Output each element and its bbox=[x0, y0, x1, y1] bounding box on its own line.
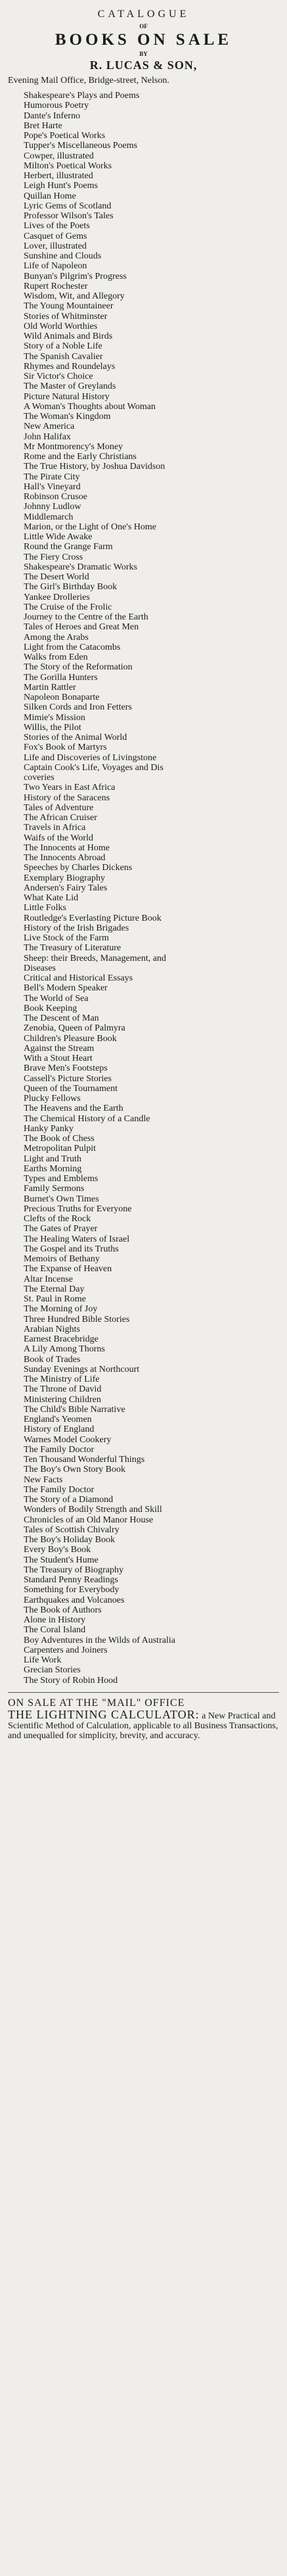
book-title: Chronicles of an Old Manor House bbox=[24, 1515, 154, 1525]
book-title: History of England bbox=[24, 1424, 95, 1435]
book-title: Ten Thousand Wonderful Things bbox=[24, 1455, 145, 1465]
book-title: Robinson Crusoe bbox=[24, 492, 87, 502]
book-title: Little Wide Awake bbox=[24, 532, 93, 542]
book-title: Metropolitan Pulpit bbox=[24, 1144, 97, 1154]
book-title: Types and Emblems bbox=[24, 1174, 99, 1184]
book-title: The Pirate City bbox=[24, 472, 80, 482]
ad-heading: ON SALE AT THE "MAIL" OFFICE bbox=[8, 1697, 185, 1709]
book-title: Queen of the Tournament bbox=[24, 1083, 118, 1094]
book-title: Bell's Modern Speaker bbox=[24, 983, 108, 994]
book-title: Captain Cook's Life, Voyages and Dis bbox=[24, 762, 164, 773]
book-title: The Family Doctor bbox=[24, 1444, 95, 1455]
book-list bbox=[8, 91, 279, 1686]
book-title: The Eternal Day bbox=[24, 1284, 85, 1294]
book-title: Mimie's Mission bbox=[24, 712, 85, 723]
book-title: The Descent of Man bbox=[24, 1013, 99, 1023]
book-title: Three Hundred Bible Stories bbox=[24, 1314, 130, 1324]
book-title: The Heavens and the Earth bbox=[24, 1104, 123, 1114]
book-title: The Spanish Cavalier bbox=[24, 351, 103, 362]
book-title: John Halifax bbox=[24, 431, 71, 442]
book-title: The Throne of David bbox=[24, 1384, 102, 1395]
book-title: Wisdom, Wit, and Allegory bbox=[24, 291, 125, 301]
book-title: Mr Montmorency's Money bbox=[24, 441, 123, 452]
book-title: The Story of Robin Hood bbox=[24, 1675, 118, 1686]
book-title: Arabian Nights bbox=[24, 1324, 80, 1334]
book-title: Herbert, illustrated bbox=[24, 171, 93, 181]
book-title: The Child's Bible Narrative bbox=[24, 1404, 125, 1415]
book-title: The Story of the Reformation bbox=[24, 662, 133, 673]
book-title: Tales of Heroes and Great Men bbox=[24, 622, 139, 633]
book-title: Johnny Ludlow bbox=[24, 502, 81, 512]
book-title: Wonders of Bodily Strength and Skill bbox=[24, 1505, 162, 1515]
book-title: Waifs of the World bbox=[24, 833, 93, 843]
book-title: The Student's Hume bbox=[24, 1555, 99, 1565]
book-title: Earths Morning bbox=[24, 1163, 82, 1174]
book-title: Little Folks bbox=[24, 903, 66, 913]
book-title: Carpenters and Joiners bbox=[24, 1645, 108, 1655]
book-title: The Ministry of Life bbox=[24, 1374, 100, 1384]
book-title: Leigh Hunt's Poems bbox=[24, 181, 98, 191]
book-title: Boy Adventures in the Wilds of Australia bbox=[24, 1635, 175, 1645]
book-title: Rhymes and Roundelays bbox=[24, 361, 116, 372]
book-title: Alone in History bbox=[24, 1615, 86, 1625]
by-label: BY bbox=[139, 51, 148, 57]
book-title: The Woman's Kingdom bbox=[24, 412, 111, 422]
book-title: The True History, by Joshua Davidson bbox=[24, 462, 166, 472]
book-title: The Book of Chess bbox=[24, 1134, 95, 1144]
book-title: Pope's Poetical Works bbox=[24, 131, 106, 141]
book-title: coveries bbox=[24, 773, 55, 783]
book-title: The Morning of Joy bbox=[24, 1304, 98, 1315]
book-title: Story of a Noble Life bbox=[24, 341, 102, 352]
book-title: The World of Sea bbox=[24, 993, 89, 1004]
book-title: Rupert Rochester bbox=[24, 281, 88, 291]
book-title: The Coral Island bbox=[24, 1625, 86, 1636]
book-title: Napoleon Bonaparte bbox=[24, 693, 100, 702]
book-title: The Treasury of Biography bbox=[24, 1565, 124, 1575]
book-title: History of the Saracens bbox=[24, 792, 110, 803]
book-title: Speeches by Charles Dickens bbox=[24, 863, 133, 873]
book-title: Lover, illustrated bbox=[24, 241, 87, 251]
book-title: Ministering Children bbox=[24, 1394, 101, 1405]
book-title: The Fiery Cross bbox=[24, 552, 83, 562]
book-title: Sunshine and Clouds bbox=[24, 251, 102, 261]
book-title: Andersen's Fairy Tales bbox=[24, 883, 108, 893]
book-title: Fox's Book of Martyrs bbox=[24, 742, 107, 753]
book-title: Life of Napoleon bbox=[24, 261, 87, 272]
book-title: Stories of Whitminster bbox=[24, 311, 108, 322]
book-title: Marion, or the Light of One's Home bbox=[24, 522, 156, 532]
book-title: Light and Truth bbox=[24, 1154, 81, 1164]
of-label: OF bbox=[139, 23, 148, 30]
book-title: The Chemical History of a Candle bbox=[24, 1113, 150, 1124]
book-title: Book Keeping bbox=[24, 1003, 77, 1013]
book-title: Life and Discoveries of Livingstone bbox=[24, 752, 157, 763]
book-title: Dante's Inferno bbox=[24, 110, 81, 121]
book-title: Zenobia, Queen of Palmyra bbox=[24, 1023, 125, 1034]
book-title: The Gospel and its Truths bbox=[24, 1244, 119, 1254]
book-title: Two Years in East Africa bbox=[24, 783, 116, 793]
book-title: The Innocents Abroad bbox=[24, 853, 106, 863]
book-title: What Kate Lid bbox=[24, 893, 79, 903]
book-title: The Treasury of Literature bbox=[24, 943, 121, 954]
book-title: Every Boy's Book bbox=[24, 1545, 91, 1555]
ad-lead: THE LIGHTNING CALCULATOR: bbox=[8, 1707, 200, 1721]
book-title: Among the Arabs bbox=[24, 632, 89, 643]
divider bbox=[8, 1692, 279, 1693]
book-title: Sunday Evenings at Northcourt bbox=[24, 1364, 140, 1374]
book-title: The Master of Greylands bbox=[24, 381, 116, 392]
book-title: Milton's Poetical Works bbox=[24, 160, 112, 171]
firm-name: R. LUCAS & SON, bbox=[89, 59, 198, 72]
book-title: Lyric Gems of Scotland bbox=[24, 201, 112, 211]
book-title: The Cruise of the Frolic bbox=[24, 602, 112, 612]
book-title: The Young Mountaineer bbox=[24, 301, 114, 312]
book-title: Memoirs of Bethany bbox=[24, 1254, 100, 1264]
book-title: Live Stock of the Farm bbox=[24, 933, 109, 943]
ad-body bbox=[8, 1707, 279, 1741]
book-title: The Family Doctor bbox=[24, 1484, 95, 1495]
book-title: With a Stout Heart bbox=[24, 1054, 93, 1063]
book-title: Walks from Eden bbox=[24, 652, 88, 662]
ad-description: a New Practical and Scientific Method of Calculation, applicable to all Business Transactions, and unequalled for simplicity, brevity, and accuracy. bbox=[8, 1711, 278, 1741]
book-title: Bunyan's Pilgrim's Progress bbox=[24, 271, 127, 281]
book-title: St. Paul in Rome bbox=[24, 1294, 86, 1304]
book-title: Middlemarch bbox=[24, 512, 74, 522]
book-title: Silken Cords and Iron Fetters bbox=[24, 702, 132, 713]
book-title: Willis, the Pilot bbox=[24, 722, 81, 733]
book-title: Tupper's Miscellaneous Poems bbox=[24, 141, 138, 151]
book-title: Martin Rattler bbox=[24, 682, 76, 693]
book-title: Grecian Stories bbox=[24, 1665, 81, 1676]
book-title: Tales of Scottish Chivalry bbox=[24, 1524, 120, 1535]
book-title: The Innocents at Home bbox=[24, 842, 110, 853]
book-title: Standard Penny Readings bbox=[24, 1575, 118, 1585]
book-title: A Lily Among Thorns bbox=[24, 1344, 105, 1355]
book-title: The Expanse of Heaven bbox=[24, 1264, 112, 1275]
books-on-sale-heading: BOOKS ON SALE bbox=[55, 31, 232, 49]
book-title: Travels in Africa bbox=[24, 823, 86, 833]
book-title: Casquet of Gems bbox=[24, 231, 87, 241]
book-title: Stories of the Animal World bbox=[24, 733, 127, 742]
book-title: Old World Worthies bbox=[24, 321, 98, 331]
book-title: The Story of a Diamond bbox=[24, 1495, 114, 1505]
book-title: Quillan Home bbox=[24, 191, 76, 201]
book-title: Exemplary Biography bbox=[24, 873, 106, 883]
book-title: Against the Stream bbox=[24, 1043, 95, 1054]
book-title: Altar Incense bbox=[24, 1274, 74, 1284]
book-title: Burnet's Own Times bbox=[24, 1194, 99, 1204]
book-title: Precious Truths for Everyone bbox=[24, 1203, 132, 1214]
firm-address: Evening Mail Office, Bridge-street, Nelson. bbox=[8, 76, 169, 85]
book-title: Routledge's Everlasting Picture Book bbox=[24, 913, 162, 923]
book-title: Professor Wilson's Tales bbox=[24, 211, 114, 221]
book-title: Sheep: their Breeds, Management, and bbox=[24, 953, 166, 963]
book-title: New Facts bbox=[24, 1474, 63, 1485]
catalogue-heading: CATALOGUE bbox=[97, 9, 190, 20]
book-title: The Gorilla Hunters bbox=[24, 672, 98, 683]
book-title: History of the Irish Brigades bbox=[24, 923, 129, 933]
book-title: Shakespeare's Dramatic Works bbox=[24, 562, 137, 572]
book-title: Rome and the Early Christians bbox=[24, 452, 137, 462]
book-title: Humorous Poetry bbox=[24, 101, 89, 111]
book-title: A Woman's Thoughts about Woman bbox=[24, 401, 156, 412]
book-title: Critical and Historical Essays bbox=[24, 973, 133, 983]
book-title: Hall's Vineyard bbox=[24, 481, 81, 492]
book-title: Book of Trades bbox=[24, 1354, 81, 1365]
book-title: Brave Men's Footsteps bbox=[24, 1063, 108, 1074]
book-title: Sir Victor's Choice bbox=[24, 372, 93, 381]
book-title: Yankee Drolleries bbox=[24, 592, 90, 602]
book-title: Children's Pleasure Book bbox=[24, 1033, 117, 1044]
book-title: Cassell's Picture Stories bbox=[24, 1073, 112, 1084]
book-title: Wild Animals and Birds bbox=[24, 331, 113, 341]
book-title: The Healing Waters of Israel bbox=[24, 1234, 130, 1244]
book-title: Bret Harte bbox=[24, 120, 62, 131]
book-title: Clefts of the Rock bbox=[24, 1214, 91, 1224]
book-title: Hanky Panky bbox=[24, 1123, 74, 1134]
book-title: Plucky Fellows bbox=[24, 1094, 81, 1104]
book-title: Round the Grange Farm bbox=[24, 542, 113, 552]
book-title: Earthquakes and Volcanoes bbox=[24, 1595, 125, 1605]
book-title: Journey to the Centre of the Earth bbox=[24, 612, 148, 622]
book-title: Warnes Model Cookery bbox=[24, 1434, 112, 1445]
book-title: Shakespeare's Plays and Poems bbox=[24, 91, 140, 101]
book-title: Light from the Catacombs bbox=[24, 642, 121, 652]
book-title: The Gates of Prayer bbox=[24, 1224, 98, 1234]
book-title: The African Cruiser bbox=[24, 813, 97, 823]
book-title: Picture Natural History bbox=[24, 391, 110, 402]
book-title: Life Work bbox=[24, 1655, 62, 1665]
book-title: England's Yeomen bbox=[24, 1415, 92, 1424]
book-title: New America bbox=[24, 422, 75, 432]
book-title: Family Sermons bbox=[24, 1184, 85, 1194]
book-title: Diseases bbox=[24, 963, 56, 973]
book-title: Lives of the Poets bbox=[24, 221, 90, 231]
book-title: The Girl's Birthday Book bbox=[24, 582, 118, 593]
book-title: The Desert World bbox=[24, 572, 89, 582]
book-title: Something for Everybody bbox=[24, 1585, 120, 1595]
book-title: The Boy's Holiday Book bbox=[24, 1535, 116, 1545]
book-title: Earnest Bracebridge bbox=[24, 1334, 99, 1344]
book-title: The Book of Authors bbox=[24, 1605, 102, 1615]
book-title: Tales of Adventure bbox=[24, 802, 94, 813]
book-title: Cowper, illustrated bbox=[24, 151, 94, 161]
book-title: The Boy's Own Story Book bbox=[24, 1465, 125, 1475]
